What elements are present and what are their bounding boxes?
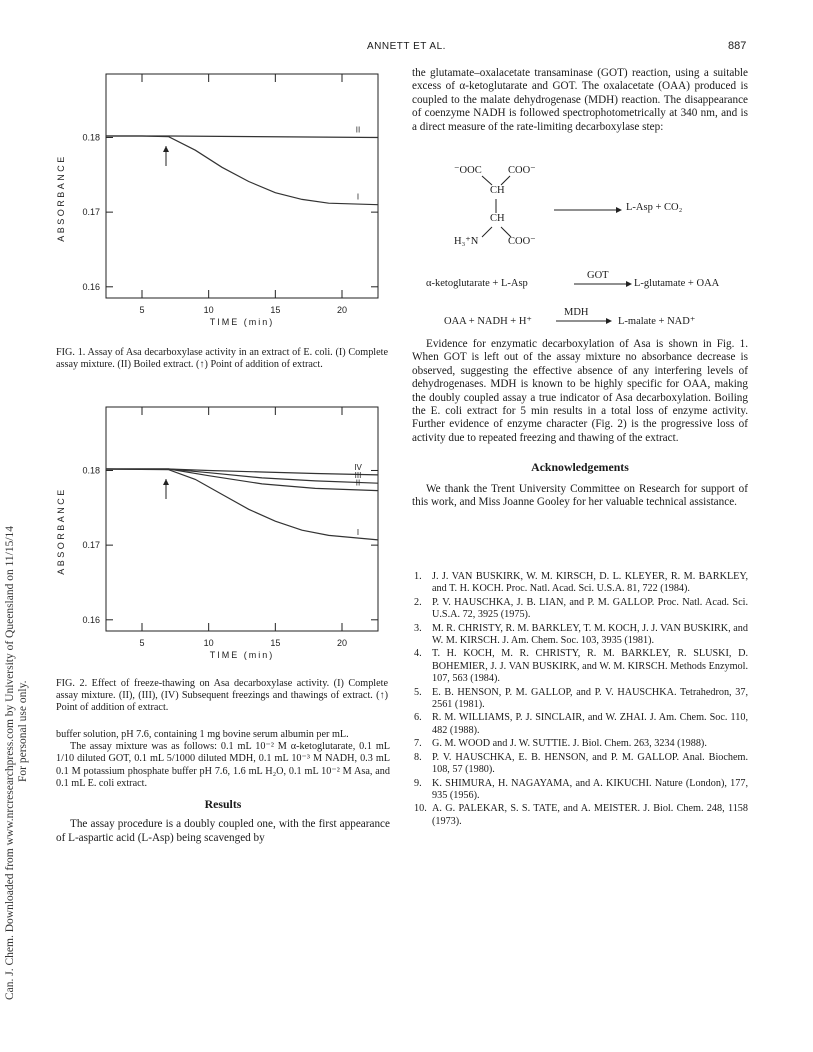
- scheme-eq2-left: α-ketoglutarate + L-Asp: [426, 278, 528, 289]
- fig2-x-tick-label: 5: [139, 638, 145, 648]
- scheme-coo-bottom: COO⁻: [508, 236, 536, 247]
- reference-text: P. V. HAUSCHKA, E. B. HENSON, and P. M. GALLOP. Anal. Biochem. 108, 57 (1980).: [432, 751, 748, 776]
- reference-number: 8.: [414, 751, 422, 763]
- download-note-line1: Can. J. Chem. Downloaded from www.nrcresearchpress.com by University of Queensland on 11/15/14: [4, 525, 16, 1000]
- fig2-x-tick-label: 15: [270, 638, 281, 648]
- fig1-addition-arrow-icon: [163, 146, 169, 152]
- assay-description-paragraph: the glutamate–oxalacetate transaminase (GOT) reaction, using a suitable excess of α-ketoglutarate and GOT. The oxalacetate (OAA) produced is coupled to the malate dehydrogenase (MDH) reaction. The disappearance of coenzyme NADH is followed spectrophotometrically at 340 nm, and is a direct measure of the rate-limiting decarboxylase step:: [412, 67, 748, 133]
- scheme-eq3-enzyme: MDH: [564, 307, 589, 318]
- scheme-eq3-right: L-malate + NAD⁺: [618, 316, 696, 327]
- reference-item: [412, 571, 748, 596]
- reference-item: [412, 738, 748, 750]
- reference-item: [412, 712, 748, 737]
- reference-text: T. H. KOCH, M. R. CHRISTY, R. M. BARKLEY, R. SLUSKI, D. BOHEMIER, J. J. VAN BUSKIRK, and W. M. KIRSCH. Methods Enzymol. 107, 563 (1984).: [432, 648, 748, 685]
- references: [412, 571, 748, 829]
- reference-number: 6.: [414, 712, 422, 724]
- reference-number: 2.: [414, 596, 422, 608]
- fig2-x-tick-label: 10: [203, 638, 214, 648]
- scheme-coo-top: COO⁻: [508, 165, 536, 176]
- scheme-eq3-left: OAA + NADH + H⁺: [444, 316, 532, 327]
- page-number: 887: [728, 40, 747, 52]
- figure1-caption: FIG. 1. Assay of Asa decarboxylase activity in an extract of E. coli. (I) Complete assay mixture. (II) Boiled extract. (↑) Point of addition of extract.: [56, 347, 388, 370]
- reference-number: 3.: [414, 622, 422, 634]
- scheme-eq2-right: L-glutamate + OAA: [634, 278, 720, 289]
- reference-text: J. J. VAN BUSKIRK, W. M. KIRSCH, D. L. KLEYER, R. M. BARKLEY, and T. H. KOCH. Proc. Natl. Acad. Sci. U.S.A. 81, 722 (1984).: [432, 571, 748, 595]
- reference-item: [412, 752, 748, 777]
- evidence-paragraph: Evidence for enzymatic decarboxylation of Asa is shown in Fig. 1. When GOT is left out of the assay mixture no absorbance decrease is observed, suggesting the effective absence of any interfering levels of dehydrogenases. MDH is known to be highly specific for OAA, making the doubly coupled assay a true indicator of Asa decarboxylation. Boiling the E. coli extract for 5 min results in a total loss of enzyme activity. Further evidence of enzyme character (Fig. 2) is the progressive loss of activity due to repeated freezing and thawing of the extract.: [412, 338, 748, 444]
- acknowledgements-heading: Acknowledgements: [531, 460, 629, 475]
- figure2-caption: FIG. 2. Effect of freeze-thawing on Asa decarboxylase activity. (I) Complete assay mixture. (II), (III), (IV) Subsequent freezings and thawings of extract. (↑) Point of addition of extract.: [56, 678, 388, 713]
- reference-text: M. R. CHRISTY, R. M. BARKLEY, T. M. KOCH, J. J. VAN BUSKIRK, and W. M. KIRSCH. J. Am. Chem. Soc. 103, 3935 (1981).: [432, 622, 748, 647]
- acknowledgements-paragraph: We thank the Trent University Committee on Research for support of this work, and Miss Joanne Gooley for her valuable technical assistance.: [412, 482, 748, 509]
- fig2-y-axis-label: ABSORBANCE: [56, 487, 66, 575]
- scheme-eq2-enzyme: GOT: [587, 270, 609, 281]
- reference-text: P. V. HAUSCHKA, J. B. LIAN, and P. M. GALLOP. Proc. Natl. Acad. Sci. U.S.A. 72, 3925 (1975).: [432, 596, 748, 621]
- reference-item: [412, 597, 748, 622]
- assay-mixture-paragraph: The assay mixture was as follows: 0.1 mL 10⁻² M α-ketoglutarate, 0.1 mL 1/10 diluted GOT, 0.1 mL 5/1000 diluted MDH, 0.1 mL 10⁻³ M NADH, 0.3 mL 0.1 M potassium phosphate buffer pH 7.6, 1.6 mL H₂O, 0.1 mL 10⁻² M Asa, and 0.1 mL E. coli extract.: [56, 741, 390, 789]
- fig2-plot-frame: [106, 407, 378, 631]
- reference-number: 10.: [414, 803, 427, 815]
- reference-item: [412, 623, 748, 648]
- right-column-body: [412, 338, 748, 509]
- reference-text: E. B. HENSON, P. M. GALLOP, and P. V. HAUSCHKA. Tetrahedron, 37, 2561 (1981).: [432, 686, 748, 711]
- fig2-y-tick-label: 0.16: [82, 614, 100, 625]
- fig2-series-label-i: I: [356, 527, 360, 537]
- scheme-ooc: ⁻OOC: [454, 165, 482, 176]
- scheme-ch1: CH: [490, 185, 505, 196]
- download-note-line2: For personal use only.: [17, 680, 29, 782]
- fig2-x-axis-label: TIME (min): [209, 650, 275, 660]
- fig2-y-tick-label: 0.18: [82, 465, 100, 476]
- fig1-x-tick-label: 5: [139, 305, 145, 315]
- reference-item: [412, 803, 748, 828]
- fig1-y-tick-label: 0.17: [82, 207, 100, 218]
- download-note: [4, 500, 30, 1000]
- figure1-chart: [50, 62, 395, 342]
- fig1-y-tick-label: 0.16: [82, 281, 100, 292]
- reference-number: 5.: [414, 686, 422, 698]
- fig1-x-axis-label: TIME (min): [209, 317, 275, 327]
- fig1-x-tick-label: 15: [270, 305, 281, 315]
- reference-number: 1.: [414, 571, 422, 582]
- fig1-x-tick-label: 20: [336, 305, 348, 315]
- scheme-ch2: CH: [490, 213, 505, 224]
- running-head: ANNETT ET AL.: [367, 41, 446, 52]
- left-column-text: [56, 729, 390, 845]
- fig1-x-tick-label: 10: [203, 305, 214, 315]
- scheme-bonds: [412, 160, 748, 330]
- scheme-h3n: H₃⁺N: [454, 236, 479, 247]
- reference-number: 7.: [414, 738, 422, 750]
- results-heading: Results: [204, 797, 242, 812]
- figure2-chart: [50, 395, 395, 675]
- fig2-series-label-iv: IV: [354, 462, 362, 472]
- fig2-y-tick-label: 0.17: [82, 540, 100, 551]
- reaction-scheme: [412, 160, 748, 330]
- reference-item: [412, 648, 748, 685]
- reference-item: [412, 687, 748, 712]
- reference-list: [412, 571, 748, 828]
- reference-text: R. M. WILLIAMS, P. J. SINCLAIR, and W. ZHAI. J. Am. Chem. Soc. 110, 482 (1988).: [432, 712, 748, 736]
- fig2-x-tick-label: 20: [336, 638, 348, 648]
- fig1-series-line-i: [106, 136, 378, 205]
- reference-number: 9.: [414, 777, 422, 789]
- results-paragraph: The assay procedure is a doubly coupled one, with the first appearance of L-aspartic acid (L-Asp) being scavenged by: [56, 818, 390, 844]
- right-column-intro: [412, 67, 748, 134]
- fig2-series-label-ii: II: [355, 478, 361, 488]
- reference-number: 4.: [414, 648, 422, 660]
- fig2-series-line-ii: [106, 469, 378, 491]
- materials-paragraph-end: buffer solution, pH 7.6, containing 1 mg bovine serum albumin per mL.: [56, 729, 349, 740]
- reference-text: G. M. WOOD and J. W. SUTTIE. J. Biol. Chem. 263, 3234 (1988).: [432, 738, 707, 750]
- reference-text: K. SHIMURA, H. NAGAYAMA, and A. KIKUCHI. Nature (London), 177, 935 (1956).: [432, 777, 748, 801]
- reference-text: A. G. PALEKAR, S. S. TATE, and A. MEISTER. J. Biol. Chem. 248, 1158 (1973).: [432, 803, 748, 827]
- fig2-series-label-iii: III: [354, 471, 362, 481]
- fig1-plot-frame: [106, 74, 378, 298]
- scheme-product1: L-Asp + CO₂: [626, 202, 683, 213]
- fig1-y-tick-label: 0.18: [82, 132, 100, 143]
- reference-item: [412, 778, 748, 803]
- fig1-series-label-i: I: [356, 192, 360, 202]
- fig1-y-axis-label: ABSORBANCE: [56, 154, 66, 242]
- fig1-series-label-ii: II: [355, 125, 361, 135]
- fig2-series-line-i: [106, 469, 378, 540]
- fig2-addition-arrow-icon: [163, 479, 169, 485]
